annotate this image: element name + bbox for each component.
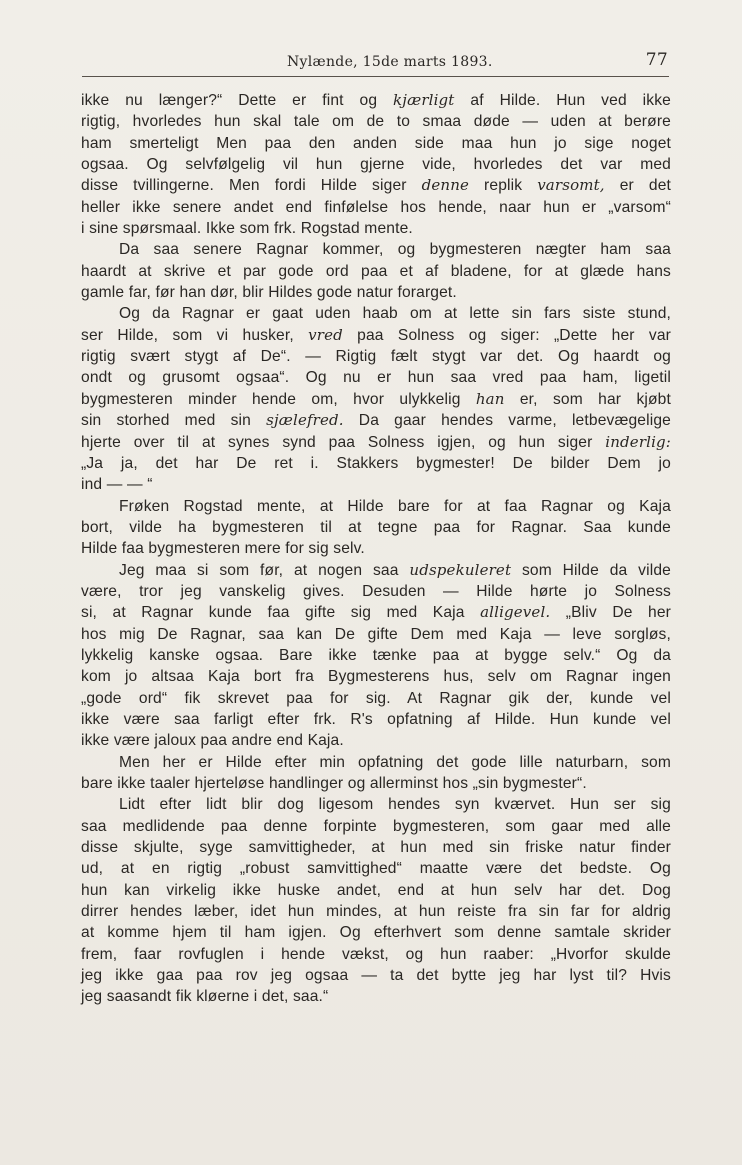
text-run: ham smerteligt Men paa den anden side maa hun jo sige noget	[81, 134, 671, 152]
text-run: ikke være saa farligt efter frk. R's opfatning af Hilde. Hun kunde vel	[81, 710, 671, 728]
text-run: Da saa senere Ragnar kommer, og bygmesteren nægter ham saa	[119, 241, 671, 259]
emphasis-text: varsomt,	[537, 176, 605, 195]
text-run: Lidt efter lidt blir dog ligesom hendes syn kværvet. Hun ser sig	[119, 796, 671, 814]
paragraph	[81, 496, 671, 560]
text-line	[81, 880, 671, 901]
text-run: bare ikke taaler hjerteløse handlinger og allerminst hos „sin bygmester“.	[81, 775, 587, 792]
text-run: jeg ikke gaa paa rov jeg ogsaa — ta det bytte jeg har lyst til? Hvis	[81, 967, 671, 985]
text-line	[81, 816, 671, 837]
text-run: kom jo altsaa Kaja bort fra Bygmesterens hus, selv om Ragnar ingen	[81, 668, 671, 686]
text-line	[81, 111, 671, 132]
text-run: rigtig svært stygt af De“. — Rigtig fælt stygt var det. Og haardt og	[81, 348, 671, 366]
text-run: frem, faar rovfuglen i hende vækst, og hun raaber: „Hvorfor skulde	[81, 945, 671, 963]
text-line	[81, 645, 671, 666]
text-line	[81, 496, 671, 517]
text-line	[81, 773, 671, 794]
text-line	[81, 858, 671, 879]
text-line	[81, 624, 671, 645]
text-run: rigtig, hvorledes hun skal tale om de to smaa døde — uden at berøre	[81, 113, 671, 131]
emphasis-text: inderlig:	[605, 432, 671, 451]
text-run: dirrer hendes læber, idet hun mindes, at hun reiste fra sin far for aldrig	[81, 903, 671, 921]
text-run: Og da Ragnar er gaat uden haab om at lette sin fars siste stund,	[119, 305, 671, 323]
text-run: hos mig De Ragnar, saa kan De gifte Dem med Kaja — leve sorgløs,	[81, 625, 671, 643]
running-head: Nylænde, 15de marts 1893.	[287, 54, 493, 70]
text-run: gamle far, før han dør, blir Hildes gode natur forarget.	[81, 284, 457, 302]
text-line	[81, 410, 671, 431]
emphasis-text: alligevel.	[480, 603, 551, 622]
text-run: haardt at skrive et par gode ord paa et af bladene, for at glæde hans	[81, 262, 671, 280]
text-line	[81, 709, 671, 730]
paragraph	[81, 794, 671, 1007]
text-run: lykkelig kanske ogsaa. Bare ikke tænke paa at bygge selv.“ Og da	[81, 646, 671, 664]
article-body	[81, 90, 671, 1008]
text-run: Frøken Rogstad mente, at Hilde bare for at faa Ragnar og Kaja	[119, 497, 671, 515]
text-line	[81, 197, 671, 218]
text-run: er, som har kjøbt	[504, 390, 671, 408]
text-run: af Hilde. Hun ved ikke	[454, 92, 671, 109]
text-run: bygmesteren minder hende om, hvor ulykkelig	[81, 390, 476, 408]
text-line	[81, 944, 671, 965]
text-run: jeg saasandt fik kløerne i det, saa.“	[81, 988, 329, 1006]
text-line	[81, 90, 671, 111]
text-run: heller ikke senere andet end finfølelse hos hende, naar hun er „varsom“	[81, 198, 671, 216]
emphasis-text: kjærligt	[393, 91, 455, 109]
text-line	[81, 261, 671, 282]
text-line	[81, 239, 671, 260]
text-line	[81, 666, 671, 687]
text-run: Hilde faa bygmesteren mere for sig selv.	[81, 540, 365, 558]
emphasis-text: vred	[308, 325, 343, 344]
text-line	[81, 752, 671, 773]
text-line	[81, 922, 671, 943]
text-line	[81, 474, 671, 495]
paragraph	[81, 560, 671, 752]
text-line	[81, 346, 671, 367]
paragraph	[81, 303, 671, 495]
text-line	[81, 602, 671, 623]
emphasis-text: sjælefred.	[266, 411, 344, 430]
text-run: ogsaa. Og selvfølgelig vil hun gjerne vide, hvorledes det var med	[81, 156, 671, 174]
text-run: sin storhed med sin	[81, 412, 267, 430]
text-run: si, at Ragnar kunde faa gifte sig med Kaja	[81, 604, 481, 622]
text-run: „Bliv De her	[550, 604, 671, 622]
text-run: som Hilde da vilde	[511, 561, 672, 579]
text-line	[81, 367, 671, 388]
text-line	[81, 986, 671, 1007]
text-run: ikke være jaloux paa andre end Kaja.	[81, 732, 344, 750]
text-run: „gode ord“ fik skrevet paa for sig. At Ragnar gik der, kunde vel	[81, 689, 671, 707]
text-line	[81, 303, 671, 324]
text-run: replik	[469, 177, 538, 195]
text-line	[81, 432, 671, 453]
text-line	[81, 901, 671, 922]
text-line	[81, 325, 671, 346]
page-header	[82, 50, 670, 74]
text-line	[81, 133, 671, 154]
text-line	[81, 794, 671, 815]
text-run: bort, vilde ha bygmesteren til at tegne paa for Ragnar. Saa kunde	[81, 518, 671, 536]
page-number: 77	[645, 50, 668, 70]
emphasis-text: udspekuleret	[409, 560, 512, 579]
text-run: ikke nu længer?“ Dette er fint og	[81, 92, 394, 109]
text-line	[81, 560, 671, 581]
text-run: hun kan virkelig ikke huske andet, end at hun selv har det. Dog	[81, 881, 671, 899]
text-run: Da gaar hendes varme, letbevægelige	[343, 412, 671, 430]
text-line	[81, 581, 671, 602]
text-run: er det	[604, 177, 671, 195]
text-run: ud, at en rigtig „robust samvittighed“ maatte være det bedste. Og	[81, 860, 671, 878]
text-line	[81, 154, 671, 175]
emphasis-text: han	[475, 389, 505, 408]
text-run: ser Hilde, som vi husker,	[81, 326, 309, 344]
text-line	[81, 688, 671, 709]
text-run: ondt og grusomt ogsaa“. Og nu er hun saa vred paa ham, ligetil	[81, 369, 671, 387]
text-line	[81, 282, 671, 303]
text-run: Jeg maa si som før, at nogen saa	[119, 561, 410, 579]
emphasis-text: denne	[421, 176, 470, 195]
text-line	[81, 538, 671, 559]
text-line	[81, 389, 671, 410]
text-run: disse skjulte, syge samvittigheder, at hun med sin friske natur finder	[81, 839, 671, 857]
text-run: være, tror jeg vanskelig gives. Desuden — Hilde hørte jo Solness	[81, 582, 671, 600]
paragraph	[81, 239, 671, 303]
text-run: saa medlidende paa denne forpinte bygmesteren, som gaar med alle	[81, 817, 671, 835]
text-run: Men her er Hilde efter min opfatning det gode lille naturbarn, som	[119, 753, 671, 771]
text-line	[81, 453, 671, 474]
text-run: ind — — “	[81, 476, 153, 494]
header-rule	[82, 76, 669, 77]
text-run: hjerte over til at synes synd paa Solness igjen, og hun siger	[81, 433, 606, 451]
text-line	[81, 175, 671, 196]
paragraph	[81, 752, 671, 795]
text-run: paa Solness og siger: „Dette her var	[342, 326, 672, 344]
paragraph	[81, 90, 671, 239]
text-line	[81, 965, 671, 986]
text-line	[81, 837, 671, 858]
text-line	[81, 730, 671, 751]
text-line	[81, 517, 671, 538]
text-run: „Ja ja, det har De ret i. Stakkers bygmester! De bilder Dem jo	[81, 454, 671, 472]
text-run: i sine spørsmaal. Ikke som frk. Rogstad mente.	[81, 220, 413, 238]
text-run: at komme hjem til ham igjen. Og efterhvert som denne samtale skrider	[81, 924, 671, 942]
text-run: disse tvillingerne. Men fordi Hilde siger	[81, 177, 422, 195]
text-line	[81, 218, 671, 239]
